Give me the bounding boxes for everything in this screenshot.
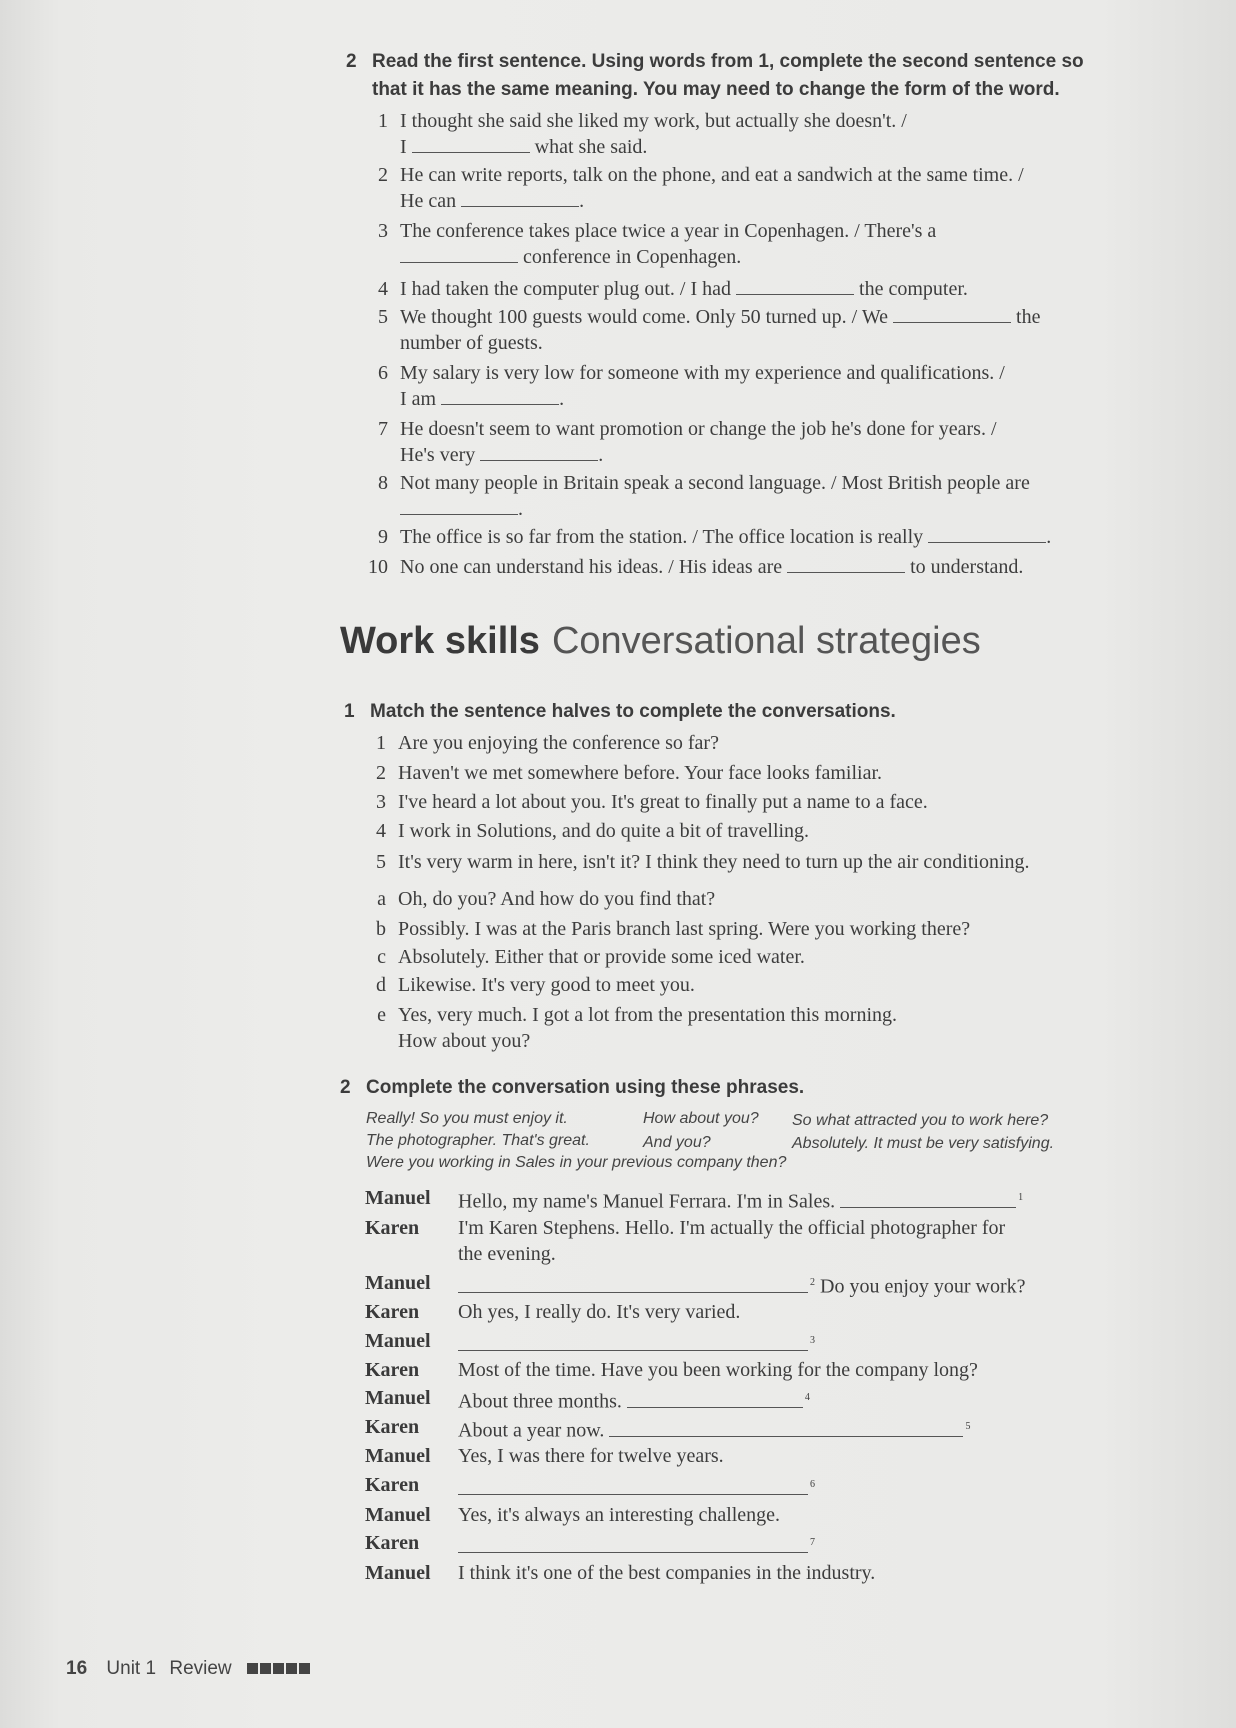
item-number: 8	[378, 472, 388, 494]
item-letter: d	[376, 974, 386, 996]
dialogue-line	[458, 1215, 1005, 1267]
answer-blank[interactable]	[480, 442, 598, 461]
speaker-name: Karen	[365, 1416, 420, 1438]
blank-number: 5	[965, 1421, 971, 1432]
exercise-2-instruction	[346, 48, 1132, 104]
dialogue-text: the evening.	[458, 1243, 556, 1265]
item-text: Possibly. I was at the Paris branch last spring. Were you working there?	[398, 918, 971, 940]
speaker-name: Manuel	[365, 1504, 431, 1526]
list-item	[378, 218, 937, 270]
item-number: 4	[378, 278, 388, 300]
item-text: He can write reports, talk on the phone, and eat a sandwich at the same time. /	[400, 164, 1024, 186]
list-item	[376, 730, 719, 756]
answer-blank[interactable]	[627, 1389, 803, 1408]
phrase: The photographer. That's great.	[366, 1132, 590, 1149]
item-text: .	[518, 498, 523, 520]
unit-label: Unit 1	[106, 1658, 157, 1679]
dialogue-text: About a year now.	[458, 1419, 605, 1442]
exercise-number: 1	[344, 701, 355, 722]
item-text: the computer.	[859, 278, 968, 300]
list-item	[376, 789, 928, 815]
list-item	[378, 276, 968, 302]
answer-blank[interactable]	[400, 496, 518, 515]
item-number: 5	[376, 851, 386, 873]
progress-squares-icon	[245, 1658, 310, 1679]
answer-blank[interactable]	[609, 1418, 963, 1437]
list-item	[378, 524, 1052, 550]
item-letter: b	[376, 918, 386, 940]
item-number: 1	[378, 110, 388, 132]
exercise-number: 2	[340, 1077, 351, 1098]
item-letter: c	[377, 946, 386, 968]
item-number: 3	[376, 791, 386, 813]
blank-number: 2	[810, 1277, 815, 1288]
phrase: Absolutely. It must be very satisfying.	[792, 1135, 1055, 1152]
item-number: 7	[378, 418, 388, 440]
blank-number: 1	[1018, 1192, 1024, 1203]
item-text: No one can understand his ideas. / His ideas are	[400, 556, 783, 578]
blank-number: 4	[804, 1392, 810, 1403]
dialogue-text: I think it's one of the best companies in the industry.	[458, 1562, 876, 1584]
speaker-name: Karen	[365, 1474, 420, 1496]
item-text: Oh, do you? And how do you find that?	[398, 888, 716, 910]
item-text: I thought she said she liked my work, but actually she doesn't. /	[400, 110, 907, 132]
dialogue-line	[458, 1270, 1026, 1300]
list-item	[376, 818, 810, 844]
answer-blank[interactable]	[928, 524, 1046, 543]
list-item	[376, 972, 695, 998]
item-text: Yes, very much. I got a lot from the presentation this morning.	[398, 1004, 898, 1026]
speaker-name: Karen	[365, 1217, 420, 1239]
item-text: Likewise. It's very good to meet you.	[398, 974, 695, 996]
speaker-name: Karen	[365, 1532, 420, 1554]
item-text: He can	[400, 190, 457, 212]
item-text: The conference takes place twice a year in Copenhagen. / There's a	[400, 220, 937, 242]
list-item	[376, 916, 971, 942]
item-text: Not many people in Britain speak a second language. / Most British people are	[400, 472, 1030, 494]
dialogue-line	[458, 1414, 970, 1444]
answer-blank[interactable]	[893, 304, 1011, 323]
phrase: And you?	[643, 1134, 711, 1151]
speaker-name: Manuel	[365, 1187, 431, 1209]
dialogue-text: Do you enjoy your work?	[820, 1275, 1026, 1298]
item-text: .	[559, 388, 565, 410]
list-item	[377, 886, 716, 912]
item-text: number of guests.	[400, 332, 543, 354]
dialogue-text: Most of the time. Have you been working for the company long?	[458, 1359, 978, 1381]
page-footer	[66, 1658, 310, 1680]
item-number: 2	[376, 762, 386, 784]
item-text: .	[598, 444, 604, 466]
instruction-line: Match the sentence halves to complete the conversations.	[370, 701, 896, 722]
list-item	[376, 760, 883, 786]
dialogue-text: Hello, my name's Manuel Ferrara. I'm in Sales.	[458, 1190, 836, 1213]
speaker-name: Manuel	[365, 1272, 431, 1294]
item-text: I work in Solutions, and do quite a bit of travelling.	[398, 820, 810, 842]
item-text: the	[1016, 306, 1041, 328]
list-item	[378, 360, 1005, 412]
instruction-line: Complete the conversation using these phrases.	[366, 1077, 805, 1098]
answer-blank[interactable]	[461, 188, 579, 207]
answer-blank[interactable]	[412, 134, 530, 153]
item-text: conference in Copenhagen.	[523, 246, 742, 268]
dialogue-line	[458, 1385, 810, 1415]
item-number: 4	[376, 820, 386, 842]
blank-number: 6	[810, 1479, 815, 1490]
list-item	[376, 849, 1030, 875]
item-number: 9	[378, 526, 388, 548]
speaker-name: Manuel	[365, 1445, 431, 1467]
item-text: I've heard a lot about you. It's great to finally put a name to a face.	[398, 791, 928, 813]
list-item	[378, 470, 1030, 522]
speaker-name: Karen	[365, 1359, 420, 1381]
exercise-2b-instruction	[340, 1074, 1126, 1102]
dialogue-line	[458, 1472, 815, 1502]
dialogue-line	[458, 1530, 815, 1560]
exercise-1-instruction	[344, 698, 1130, 726]
list-item	[377, 1002, 898, 1054]
speaker-name: Manuel	[365, 1387, 431, 1409]
item-text: Absolutely. Either that or provide some iced water.	[398, 946, 805, 968]
answer-blank[interactable]	[787, 554, 905, 573]
list-item	[378, 304, 1041, 356]
list-item	[368, 554, 1024, 580]
item-text: He's very	[400, 444, 476, 466]
speaker-name: Manuel	[365, 1330, 431, 1352]
dialogue-text: Oh yes, I really do. It's very varied.	[458, 1301, 741, 1323]
item-letter: a	[377, 888, 386, 910]
answer-blank[interactable]	[458, 1332, 808, 1351]
item-letter: e	[377, 1004, 386, 1026]
answer-blank[interactable]	[840, 1189, 1016, 1208]
instruction-line-2: that it has the same meaning. You may need to change the form of the word.	[372, 79, 1060, 100]
speaker-name: Manuel	[365, 1562, 431, 1584]
dialogue-text: Yes, it's always an interesting challenge.	[458, 1504, 781, 1526]
item-text: My salary is very low for someone with my experience and qualifications. /	[400, 362, 1005, 384]
item-text: .	[1046, 526, 1052, 548]
answer-blank[interactable]	[458, 1534, 808, 1553]
section-title-bold: Work skills	[340, 620, 540, 662]
dialogue-text: Yes, I was there for twelve years.	[458, 1445, 724, 1467]
section-title	[340, 620, 981, 663]
dialogue-text: About three months.	[458, 1390, 622, 1413]
exercise-number: 2	[346, 51, 357, 72]
answer-blank[interactable]	[400, 244, 518, 263]
blank-number: 7	[810, 1537, 815, 1548]
phrase: How about you?	[643, 1110, 759, 1127]
speaker-name: Karen	[365, 1301, 420, 1323]
page-number: 16	[66, 1658, 88, 1679]
phrase: So what attracted you to work here?	[792, 1112, 1049, 1129]
dialogue-line	[458, 1328, 815, 1358]
item-text: I am	[400, 388, 437, 410]
answer-blank[interactable]	[736, 276, 854, 295]
dialogue-line	[458, 1185, 1023, 1215]
item-text: what she said.	[534, 136, 648, 158]
item-text: We thought 100 guests would come. Only 50 turned up. / We	[400, 306, 889, 328]
section-title-light: Conversational strategies	[551, 620, 981, 662]
blank-number: 3	[810, 1335, 815, 1346]
item-text: .	[579, 190, 585, 212]
item-text: The office is so far from the station. / The office location is really	[400, 526, 924, 548]
answer-blank[interactable]	[441, 386, 559, 405]
answer-blank[interactable]	[458, 1274, 808, 1293]
item-number: 3	[378, 220, 388, 242]
phrase: Really! So you must enjoy it.	[366, 1110, 568, 1127]
review-label: Review	[169, 1658, 232, 1679]
list-item	[378, 416, 997, 468]
item-text: Are you enjoying the conference so far?	[398, 732, 719, 754]
item-number: 2	[378, 164, 388, 186]
dialogue-text: I'm Karen Stephens. Hello. I'm actually the official photographer for	[458, 1217, 1006, 1239]
item-number: 1	[376, 732, 386, 754]
answer-blank[interactable]	[458, 1476, 808, 1495]
item-number: 6	[378, 362, 388, 384]
list-item	[377, 944, 805, 970]
list-item	[378, 108, 907, 160]
item-number: 10	[368, 556, 388, 578]
item-text: Haven't we met somewhere before. Your face looks familiar.	[398, 762, 883, 784]
item-text: He doesn't seem to want promotion or change the job he's done for years. /	[400, 418, 997, 440]
item-text: to understand.	[910, 556, 1024, 578]
phrase: Were you working in Sales in your previous company then?	[366, 1154, 787, 1171]
item-text: I had taken the computer plug out. / I had	[400, 278, 732, 300]
item-text: How about you?	[398, 1030, 531, 1052]
item-text: It's very warm in here, isn't it? I think they need to turn up the air conditioning.	[398, 851, 1030, 873]
list-item	[378, 162, 1024, 214]
item-text: I	[400, 136, 407, 158]
instruction-line-1: Read the first sentence. Using words from 1, complete the second sentence so	[372, 51, 1084, 72]
item-number: 5	[378, 306, 388, 328]
